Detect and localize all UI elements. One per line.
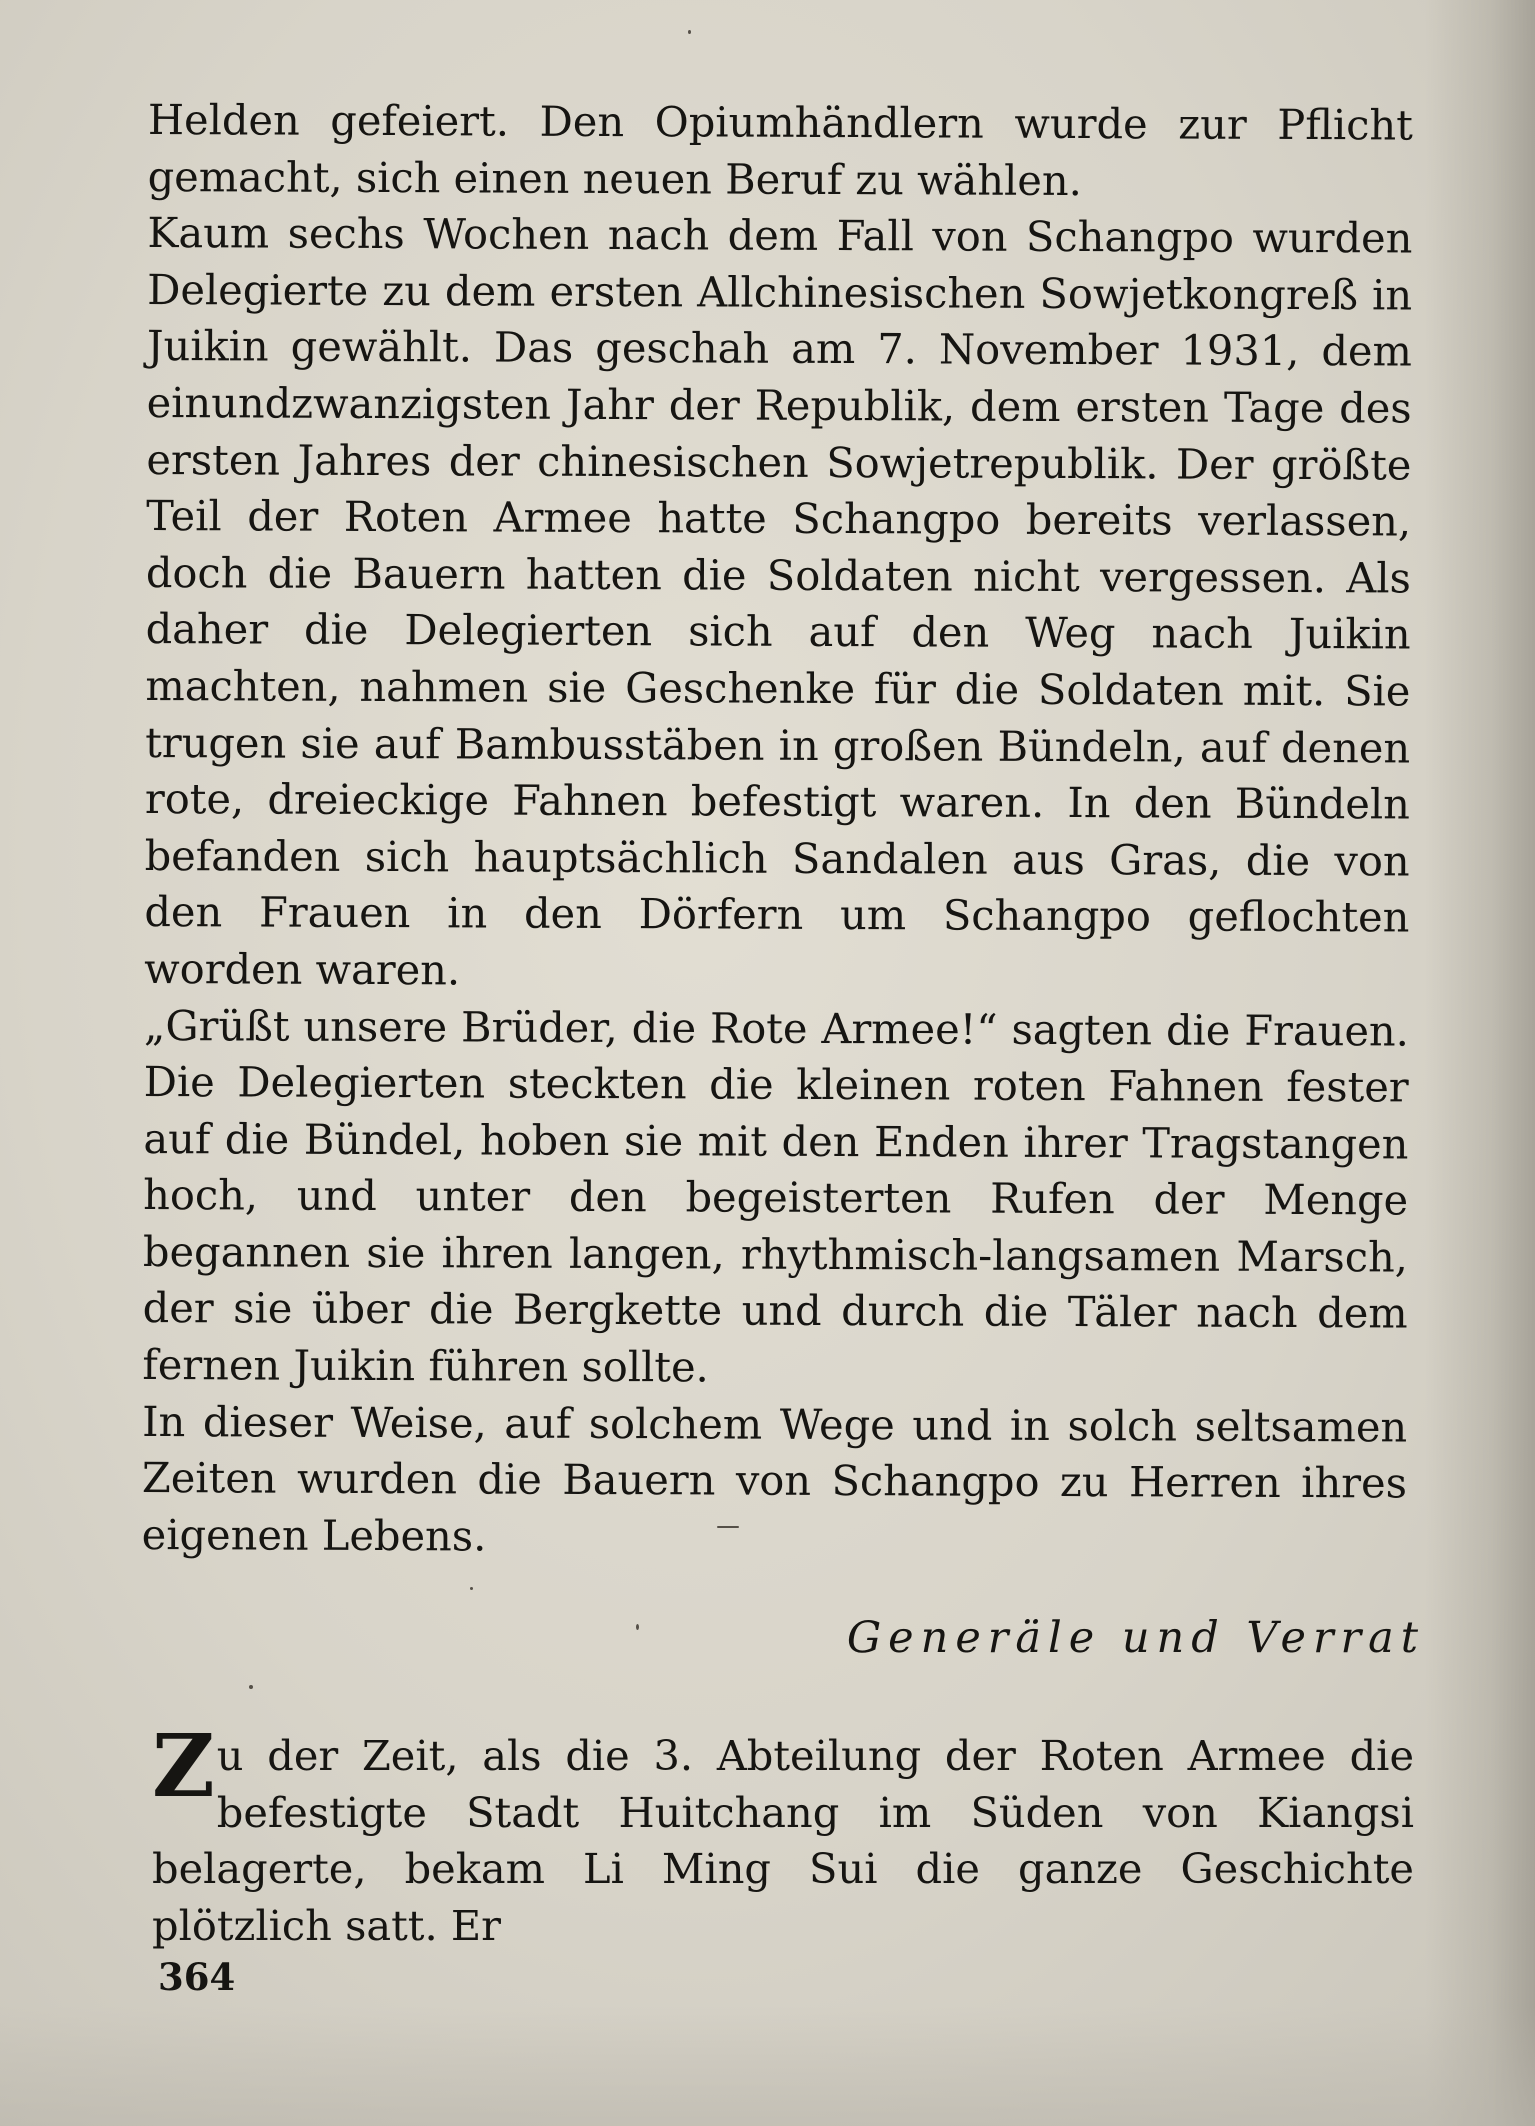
paragraph-2: Kaum sechs Wochen nach dem Fall von Schangpo wurden Delegierte zu dem ersten Allchinesischen Sowjetkongreß in Juikin gewählt. Das geschah am 7. November 1931, dem einundzwanzigsten Jahr der Republik, dem ersten Tage des ersten Jahres der chinesischen Sowjetrepublik. Der größte Teil der Roten Armee hatte Schangpo bereits verlassen, doch die Bauern hatten die Soldaten nicht vergessen. Als daher die Delegierten sich auf den Weg nach Juikin machten, nahmen sie Geschenke für die Soldaten mit. Sie trugen sie auf Bambusstäben in großen Bündeln, auf denen rote, dreieckige Fahnen befestigt waren. In den Bündeln befanden sich hauptsächlich Sandalen aus Gras, die von den Frauen in den Dörfern um Schangpo geflochten worden waren. — [144, 208, 1413, 995]
paper-speck — [688, 30, 691, 34]
paragraph-3: „Grüßt unsere Brüder, die Rote Armee!“ sagten die Frauen. Die Delegierten steckten die kleinen roten Fahnen fester auf die Bündel, hoben sie mit den Enden ihrer Tragstangen hoch, und unter den begeisterten Rufen der Menge begannen sie ihren langen, rhythmisch-langsamen Marsch, der sie über die Bergkette und durch die Täler nach dem fernen Juikin führen sollte. — [142, 1000, 1410, 1392]
body-text — [142, 92, 1413, 1569]
section-heading: Generäle und Verrat — [846, 1613, 1425, 1663]
chapter-opening-paragraph — [152, 1716, 1414, 1954]
paper-speck — [470, 1587, 473, 1590]
paper-speck — [249, 1685, 253, 1689]
paper-speck — [717, 1526, 739, 1528]
paper-speck — [636, 1624, 639, 1630]
drop-cap: Z — [152, 1716, 215, 1817]
paragraph-1: Helden gefeiert. Den Opiumhändlern wurde zur Pflicht gemacht, sich einen neuen Beruf zu wählen. — [147, 94, 1413, 205]
page-number: 364 — [158, 1955, 236, 1999]
page-edge-shadow — [1425, 0, 1535, 2126]
page-bottom-shadow — [0, 2006, 1535, 2126]
paragraph-4: In dieser Weise, auf solchem Wege und in solch seltsamen Zeiten wurden die Bauern von Schangpo zu Herren ihres eigenen Lebens. — [141, 1396, 1408, 1561]
chapter-opening-text: u der Zeit, als die 3. Abteilung der Roten Armee die befestigte Stadt Huitchang im Süden von Kiangsi belagerte, bekam Li Ming Sui die ganze Geschichte plötzlich satt. Er — [152, 1731, 1414, 1950]
